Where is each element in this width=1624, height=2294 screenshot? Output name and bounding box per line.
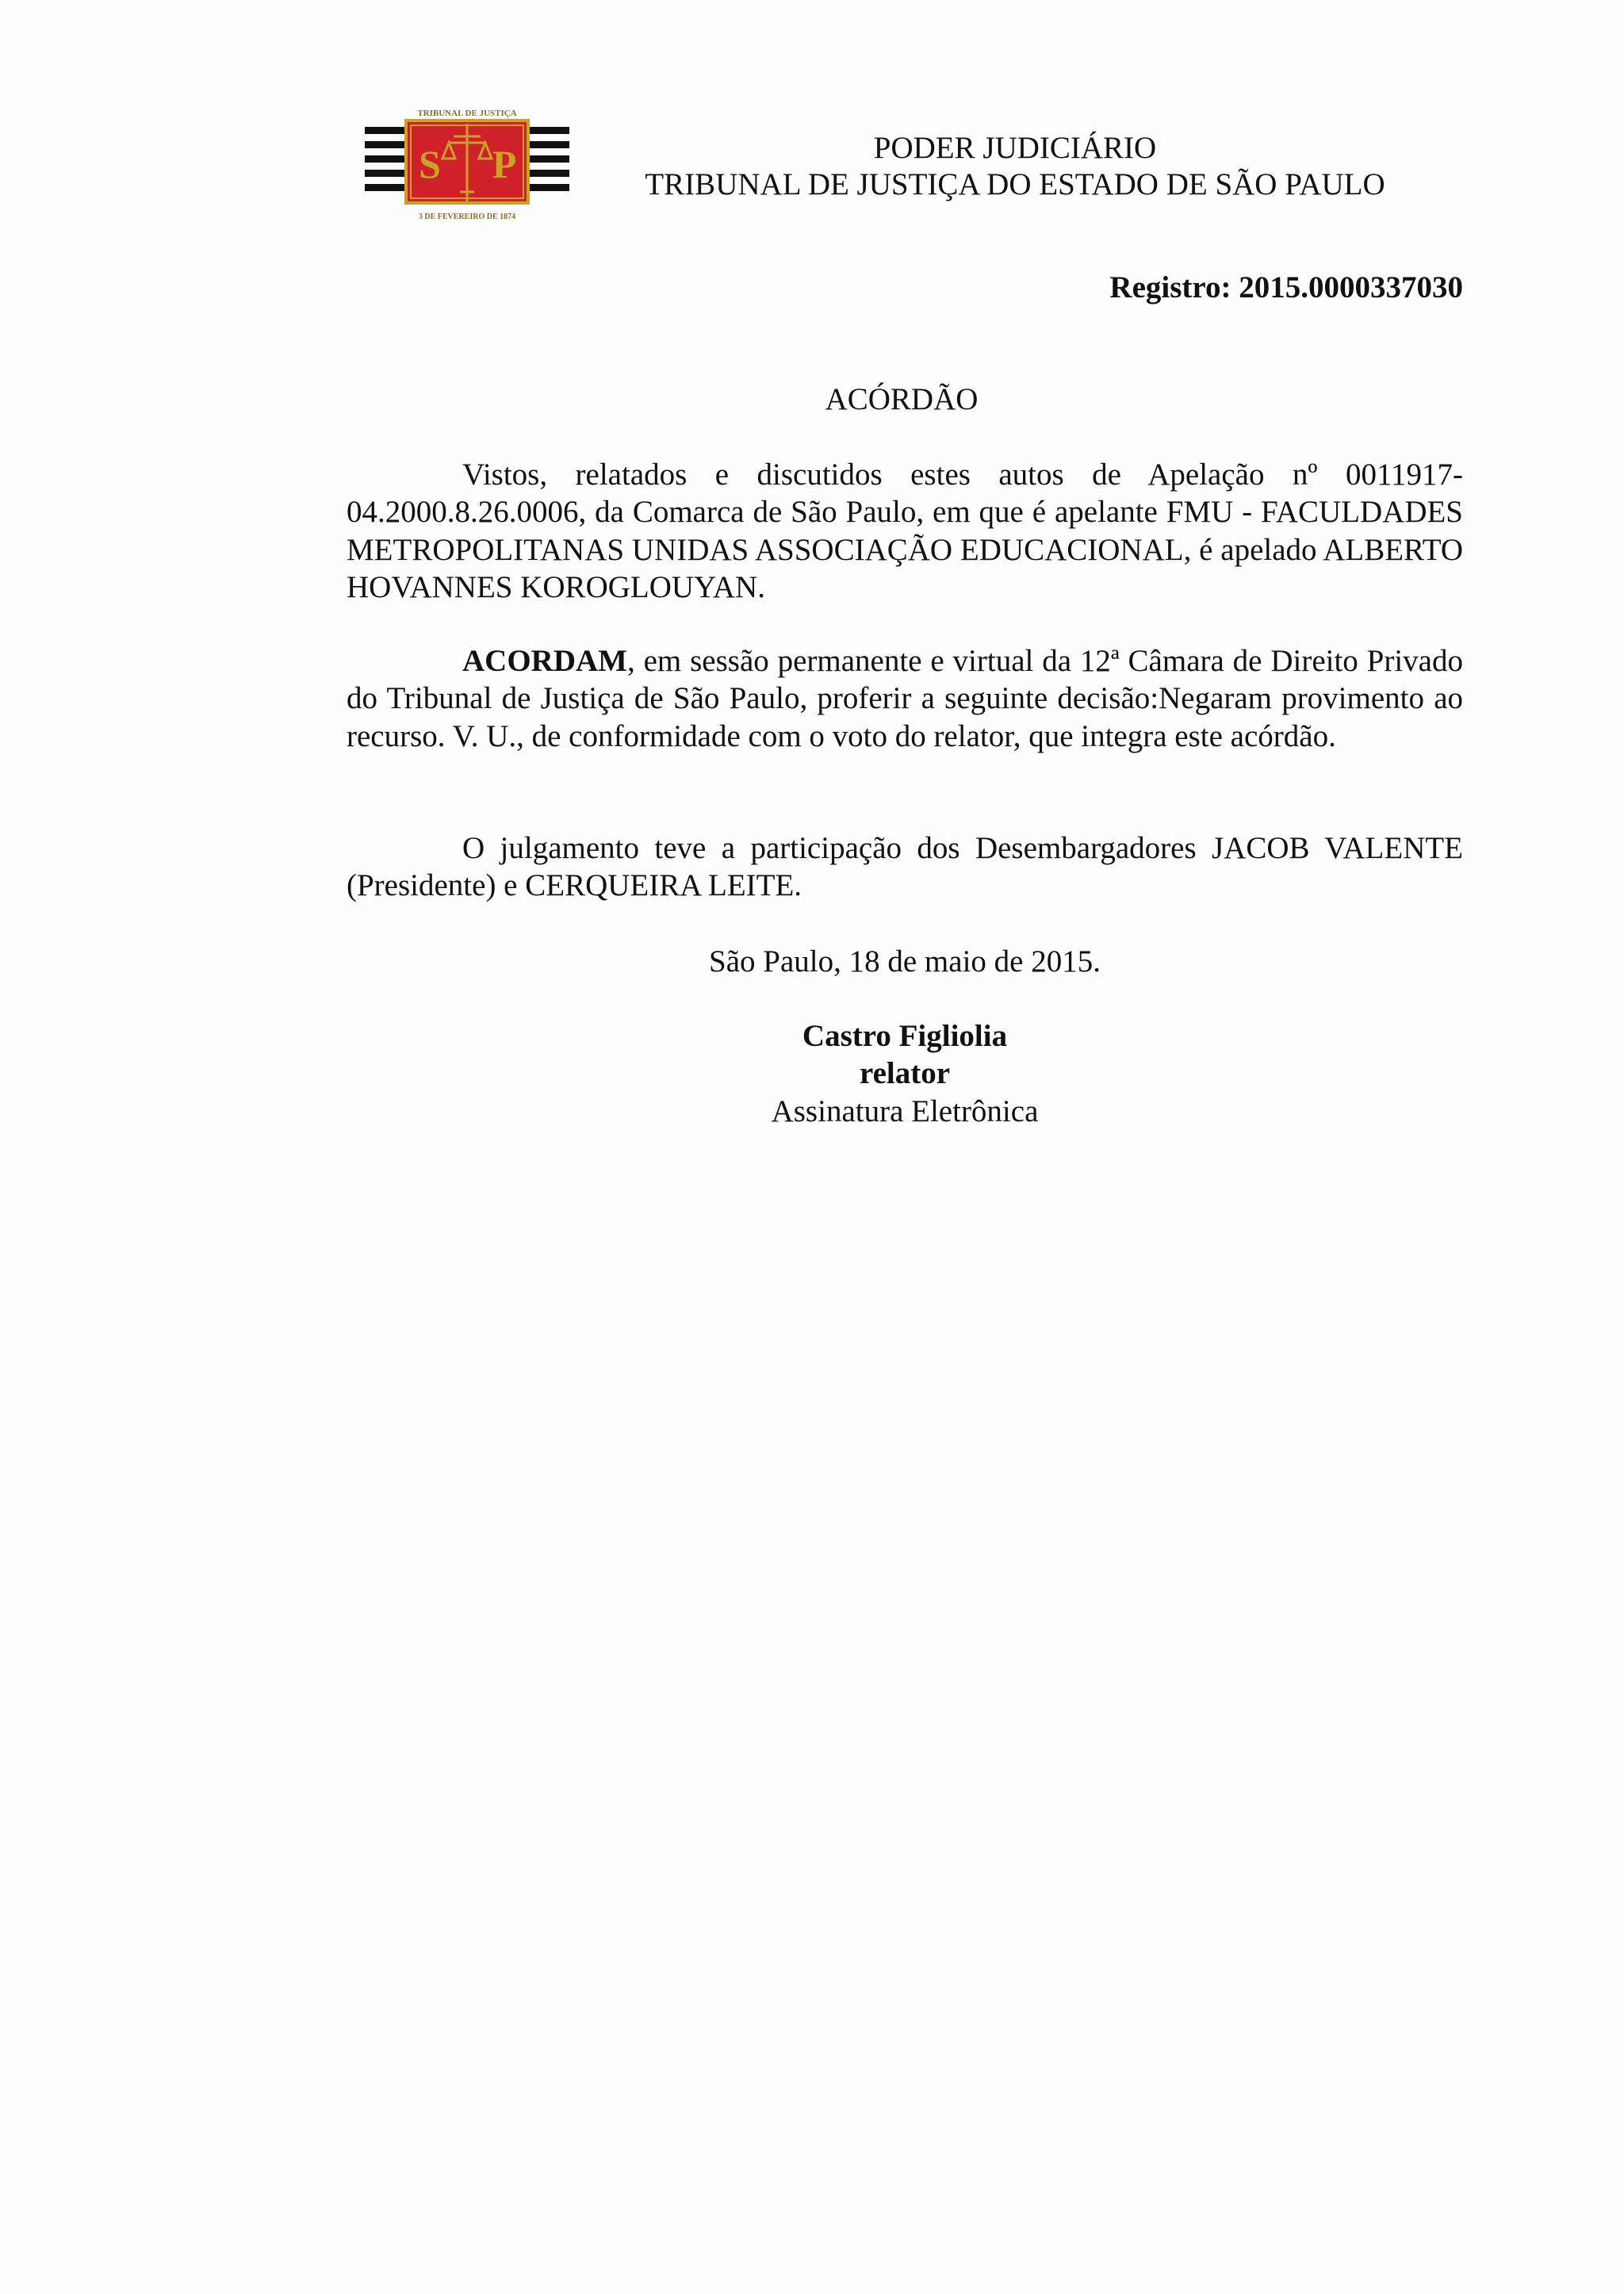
court-seal-logo [365,105,569,224]
registro-number: Registro: 2015.0000337030 [1109,270,1463,304]
acordam-lead: ACORDAM [462,644,627,678]
acordam-text: , em sessão permanente e virtual da 12ª Câmara de Direito Privado do Tribunal de Justiça de São Paulo, proferir a seguinte decisão:Negaram provimento ao recurso. V. U., de conformidade com o voto do relator, que integra este acórdão. [347,644,1463,753]
seal-top-text: TRIBUNAL DE JUSTIÇA [417,109,517,118]
letter-p: P [492,142,517,186]
signer-name: Castro Figliolia [802,1019,1008,1053]
document-header [619,130,1411,203]
letter-s: S [419,142,441,186]
document-title: ACÓRDÃO [825,382,979,416]
signature-note: Assinatura Eletrônica [771,1093,1039,1128]
paragraph-acordam [347,642,1463,755]
paragraph-julgamento: O julgamento teve a participação dos Desembargadores JACOB VALENTE (Presidente) e CERQUEIRA LEITE. [347,831,1463,903]
seal-bottom-text: 3 DE FEVEREIRO DE 1874 [418,213,516,221]
header-line-1: PODER JUDICIÁRIO [873,131,1157,165]
signer-role: relator [859,1056,951,1091]
paragraph-vistos: Vistos, relatados e discutidos estes autos de Apelação nº 0011917-04.2000.8.26.0006, da Comarca de São Paulo, em que é apelante FMU - FACULDADES METROPOLITANAS UNIDAS ASSOCIAÇÃO EDUCACIONAL, é apelado ALBERTO HOVANNES KOROGLOUYAN. [347,458,1463,604]
signature-block [347,1017,1463,1130]
header-line-2: TRIBUNAL DE JUSTIÇA DO ESTADO DE SÃO PAULO [645,167,1385,201]
date-line: São Paulo, 18 de maio de 2015. [709,944,1101,978]
